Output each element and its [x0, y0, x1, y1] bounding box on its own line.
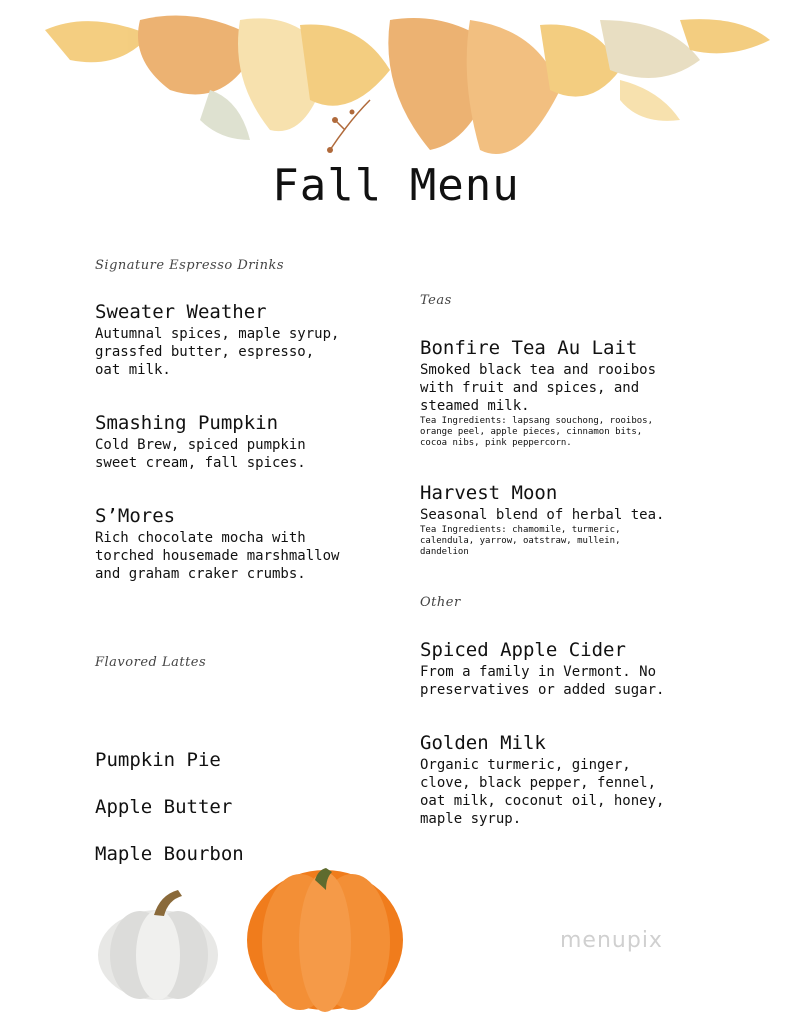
white-pumpkin-icon — [98, 890, 218, 1000]
menu-item — [420, 482, 664, 558]
latte-item: Apple Butter — [95, 796, 233, 818]
item-description: Rich chocolate mocha with torched housemade marshmallow and graham craker crumbs. — [95, 530, 340, 582]
item-name: Sweater Weather — [95, 301, 267, 323]
leaf-icon — [680, 19, 770, 53]
item-name: Smashing Pumpkin — [95, 412, 279, 434]
latte-item: Pumpkin Pie — [95, 749, 221, 771]
menu-item — [420, 732, 664, 828]
menu-item — [420, 337, 656, 449]
section-heading-teas: Teas — [420, 293, 452, 308]
menu-item — [420, 639, 664, 699]
item-name: Golden Milk — [420, 732, 546, 754]
item-name: S’Mores — [95, 505, 176, 527]
pumpkins-illustration — [90, 860, 420, 1020]
item-description: Seasonal blend of herbal tea. — [420, 507, 665, 523]
leaf-icon — [45, 21, 150, 62]
section-heading-lattes: Flavored Lattes — [95, 655, 207, 670]
section-heading-other: Other — [420, 595, 461, 610]
item-name: Harvest Moon — [420, 482, 558, 504]
item-description: Organic turmeric, ginger, clove, black pepper, fennel, oat milk, coconut oil, honey, maple syrup. — [420, 757, 665, 827]
menu-item — [95, 301, 339, 379]
menu-item — [95, 505, 339, 583]
item-ingredients: Tea Ingredients: lapsang souchong, rooibos, orange peel, apple pieces, cinnamon bits, cocoa nibs, pink peppercorn. — [420, 416, 653, 448]
item-description: Smoked black tea and rooibos with fruit and spices, and steamed milk. — [420, 362, 657, 414]
item-ingredients: Tea Ingredients: chamomile, turmeric, calendula, yarrow, oatstraw, mullein, dandelion — [420, 525, 621, 557]
section-heading-espresso: Signature Espresso Drinks — [95, 258, 285, 273]
menu-item — [95, 412, 306, 472]
leaf-icon — [200, 90, 250, 140]
item-description: Autumnal spices, maple syrup, grassfed butter, espresso, oat milk. — [95, 326, 340, 378]
orange-pumpkin-icon — [247, 868, 403, 1012]
latte-item: Maple Bourbon — [95, 843, 244, 865]
item-description: Cold Brew, spiced pumpkin sweet cream, fall spices. — [95, 437, 306, 471]
item-name: Spiced Apple Cider — [420, 639, 626, 661]
watermark-logo: menupix — [560, 928, 663, 953]
leaf-icon — [620, 80, 680, 121]
item-description: From a family in Vermont. No preservatives or added sugar. — [420, 664, 665, 698]
leaf-icon — [300, 25, 390, 106]
item-name: Bonfire Tea Au Lait — [420, 337, 638, 359]
page-title: Fall Menu — [272, 160, 520, 211]
